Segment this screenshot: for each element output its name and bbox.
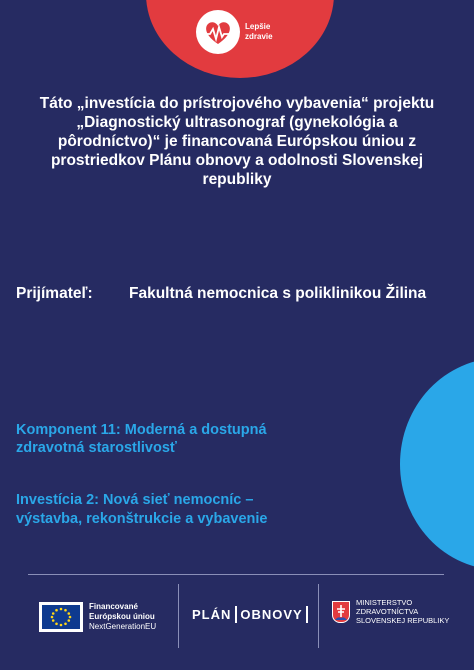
lepsie-zdravie-logo [196, 10, 273, 54]
eu-flag-icon [39, 602, 83, 632]
ministry-line-2: ZDRAVOTNÍCTVA [356, 607, 419, 616]
footer-separator-2 [318, 584, 319, 648]
plan-bracket-word: OBNOVY [235, 606, 307, 623]
component-line-2: zdravotná starostlivosť [16, 440, 177, 456]
intro-line-1: Táto „investícia do prístrojového vybavenia“ projektu [39, 95, 435, 112]
slovak-crest-icon [332, 601, 350, 623]
recipient-row [16, 285, 466, 303]
logo-line-1: Lepšie [245, 22, 271, 31]
eu-funding-logo [39, 602, 156, 632]
logo-text [245, 22, 273, 42]
plan-obnovy-logo [192, 606, 308, 623]
ministry-line-3: SLOVENSKEJ REPUBLIKY [356, 616, 450, 625]
eu-line-3: NextGenerationEU [89, 622, 157, 631]
recipient-value: Fakultná nemocnica s poliklinikou Žilina [129, 285, 427, 302]
recipient-label: Prijímateľ: [16, 285, 93, 302]
component-heading [16, 421, 336, 457]
investment-heading [16, 491, 338, 529]
intro-line-2: „Diagnostický ultrasonograf (gynekológia a [76, 114, 398, 131]
right-blue-circle [400, 358, 474, 570]
eu-funding-text [89, 602, 156, 632]
ministry-text [356, 598, 449, 625]
footer-separator-1 [178, 584, 179, 648]
plan-word: PLÁN [192, 607, 232, 622]
investment-line-1: Investícia 2: Nová sieť nemocníc – [16, 492, 254, 508]
eu-line-2: Európskou úniou [89, 612, 155, 621]
investment-line-2: výstavba, rekonštrukcie a vybavenie [16, 511, 268, 527]
intro-line-5: republiky [202, 171, 272, 188]
ministry-logo [332, 598, 449, 625]
intro-line-4: prostriedkov Plánu obnovy a odolnosti Slovenskej [50, 152, 424, 169]
component-line-1: Komponent 11: Moderná a dostupná [16, 422, 267, 438]
heart-ecg-icon [196, 10, 240, 54]
footer-divider [28, 574, 444, 575]
intro-statement [22, 94, 452, 189]
ministry-line-1: MINISTERSTVO [356, 598, 413, 607]
logo-line-2: zdravie [245, 32, 273, 41]
eu-line-1: Financované [89, 602, 138, 611]
intro-line-3: pôrodníctvo)“ je financovaná Európskou úniou z [57, 133, 417, 150]
